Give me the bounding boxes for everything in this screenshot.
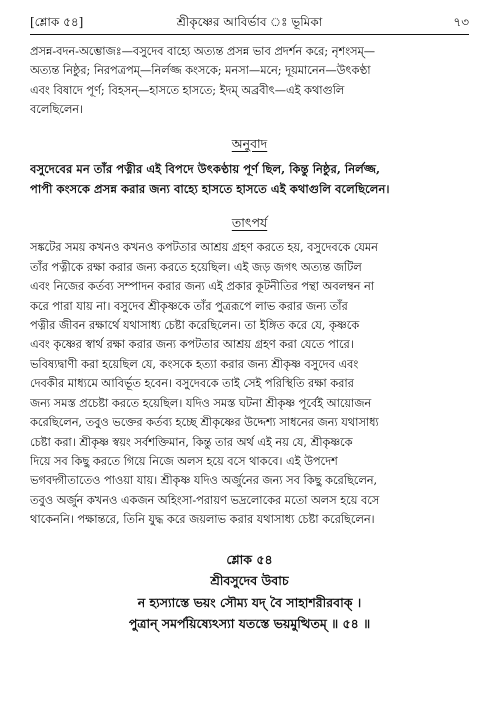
purport-line: তবুও অর্জুন কখনও একজন অহিংসা-পরায়ণ ভদ্রলোকের মতো অলস হয়ে বসে [30, 493, 380, 507]
translation-paragraph [30, 159, 469, 199]
purport-line: করে পারা যায় না। বসুদেব শ্রীকৃষ্ণকে তাঁর পুত্ররূপে লাভ করার জন্য তাঁর [30, 299, 348, 313]
purport-line: দিয়ে সব কিছু করতে গিয়ে নিজে অলস হয়ে বসে থাকবে। এই উপদেশ [30, 454, 338, 468]
synonyms-paragraph [30, 42, 469, 120]
purport-line: থাকেননি। পক্ষান্তরে, তিনি যুদ্ধ করে জয়লাভ করার যথাসাধ্য চেষ্টা করেছিলেন। [30, 513, 375, 527]
purport-line: করেছিলেন, তবুও ভক্তের কর্তব্য হচ্ছে শ্রীকৃষ্ণের উদ্দেশ্য সাধনের জন্য যথাসাধ্য [30, 416, 379, 430]
header-verse-ref: [শ্লোক ৫৪] [30, 15, 84, 29]
verse-line-1: ন হ্যস্যাস্তে ভয়ং সৌম্য যদ্ বৈ সাহাশরীরবাক্ । [137, 594, 362, 610]
verse-line-2: পুত্রান্ সমর্পয়িষ্যেঽস্যা যতস্তে ভয়মুত্থিতম্ ॥ ৫৪ ॥ [128, 615, 371, 631]
purport-paragraph [30, 238, 469, 529]
synonyms-line: অত্যন্ত নিষ্ঠুর; নিরপত্রপম্—নির্লজ্জ কংসকে; মনসা—মনে; দূয়মানেন—উৎকণ্ঠা [30, 64, 371, 78]
synonyms-line: বলেছিলেন। [30, 103, 84, 117]
purport-heading: তাৎপর্য [231, 215, 268, 231]
purport-line: সঙ্কটের সময় কখনও কখনও কপটতার আশ্রয় গ্রহণ করতে হয়, বসুদেবকে যেমন [30, 241, 378, 255]
translation-line: বসুদেবের মন তাঁর পত্নীর এই বিপদে উৎকণ্ঠায় পূর্ণ ছিল, কিন্তু নিষ্ঠুর, নির্লজ্জ, [30, 162, 381, 177]
header-page-number: ৭৩ [453, 15, 469, 29]
purport-line: জন্য সমস্ত প্রচেষ্টা করতে হয়েছিল। যদিও সমস্ত ঘটনা শ্রীকৃষ্ণ পূর্বেই আয়োজন [30, 396, 372, 410]
page-header [30, 14, 469, 34]
purport-line: তাঁর পত্নীকে রক্ষা করার জন্য করতে হয়েছিল। এই জড় জগৎ অত্যন্ত জটিল [30, 260, 362, 274]
synonyms-line: প্রসন্ন-বদন-অম্ভোজঃ—বসুদেব বাহ্যে অত্যন্ত প্রসন্ন ভাব প্রদর্শন করে; নৃশংসম্— [30, 45, 376, 58]
page-body [30, 42, 469, 634]
header-rule [30, 34, 469, 35]
purport-line: পত্নীর জীবন রক্ষার্থে যথাসাধ্য চেষ্টা করেছিলেন। তা ইঙ্গিত করে যে, কৃষ্ণকে [30, 319, 360, 333]
purport-line: ভবিষ্যদ্বাণী করা হয়েছিল যে, কংসকে হত্যা করার জন্য শ্রীকৃষ্ণ বসুদেব এবং [30, 357, 359, 371]
purport-line: ভগবদ্গীতাতেও পাওয়া যায়। শ্রীকৃষ্ণ যদিও অর্জুনের জন্য সব কিছু করেছিলেন, [30, 474, 378, 488]
purport-line: দেবকীর মাধ্যমে আবির্ভূত হবেন। বসুদেবকে তাই সেই পরিস্থিতি রক্ষা করার [30, 377, 354, 391]
translation-line: পাপী কংসকে প্রসন্ন করার জন্য বাহ্যে হাসতে হাসতে এই কথাগুলি বলেছিলেন। [30, 182, 390, 197]
purport-line: চেষ্টা করা। শ্রীকৃষ্ণ স্বয়ং সর্বশক্তিমান, কিন্তু তার অর্থ এই নয় যে, শ্রীকৃষ্ণকে [30, 435, 353, 449]
synonyms-line: এবং বিষাদে পূর্ণ; বিহসন্—হাসতে হাসতে; ইদম্ অব্রবীৎ—এই কথাগুলি [30, 83, 345, 97]
purport-line: এবং কৃষ্ণের স্বার্থ রক্ষা করার জন্য কপটতার আশ্রয় গ্রহণ করা যেতে পারে। [30, 338, 354, 352]
translation-heading: অনুবাদ [231, 135, 268, 151]
purport-line: এবং নিজের কর্তব্য সম্পাদন করার জন্য এই প্রকার কূটনীতির পন্থা অবলম্বন না [30, 280, 375, 294]
verse-speaker: শ্রীবসুদেব উবাচ [210, 572, 289, 588]
verse-number: শ্লোক ৫৪ [226, 551, 273, 567]
next-verse [30, 550, 469, 634]
header-chapter-title: শ্রীকৃষ্ণের আবির্ভাব ঃ ভূমিকা [176, 15, 323, 29]
